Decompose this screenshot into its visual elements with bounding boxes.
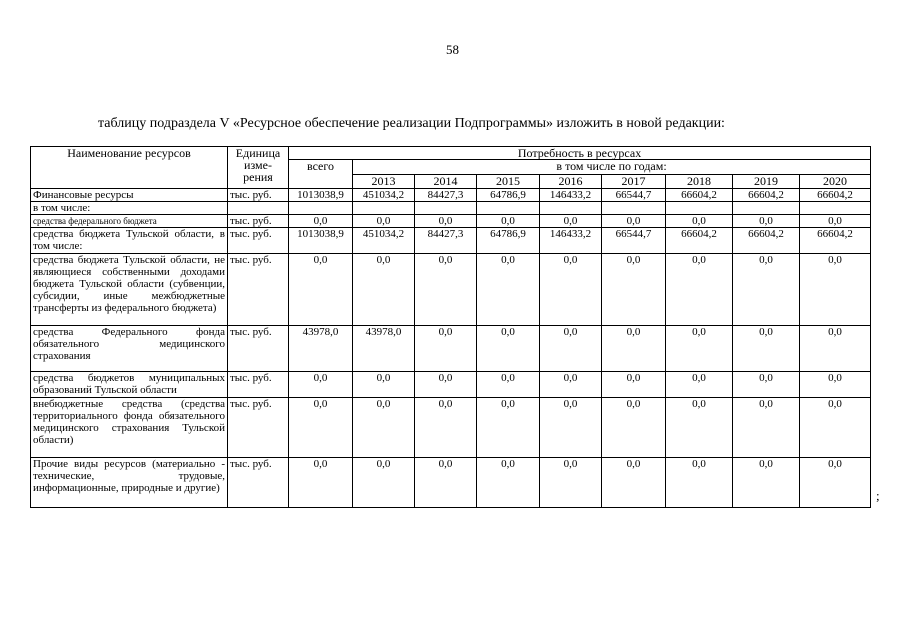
year-value-cell: 0,0	[602, 398, 666, 458]
total-value-cell: 1013038,9	[289, 228, 353, 254]
year-value-cell: 0,0	[602, 372, 666, 398]
year-value-cell: 0,0	[800, 398, 871, 458]
year-value-cell: 146433,2	[540, 228, 602, 254]
total-value-cell: 0,0	[289, 254, 353, 326]
year-value-cell: 0,0	[733, 372, 800, 398]
resource-name: Прочие виды ресурсов (материально - технические, трудовые, информационные, природные и другие)	[31, 458, 228, 508]
year-value-cell	[540, 202, 602, 215]
unit-cell: тыс. руб.	[228, 254, 289, 326]
year-value-cell: 0,0	[415, 326, 477, 372]
year-value-cell	[800, 202, 871, 215]
year-value-cell: 0,0	[800, 458, 871, 508]
header-year: 2019	[733, 175, 800, 189]
year-value-cell: 0,0	[540, 215, 602, 228]
year-value-cell: 84427,3	[415, 189, 477, 202]
resource-name: средства бюджетов муниципальных образований Тульской области	[31, 372, 228, 398]
year-value-cell: 66604,2	[666, 189, 733, 202]
header-total: всего	[289, 160, 353, 189]
year-value-cell: 0,0	[477, 254, 540, 326]
table-row	[31, 458, 871, 508]
resource-name: средства Федерального фонда обязательного медицинского страхования	[31, 326, 228, 372]
year-value-cell: 66544,7	[602, 228, 666, 254]
year-value-cell: 451034,2	[353, 228, 415, 254]
header-year: 2015	[477, 175, 540, 189]
year-value-cell: 0,0	[415, 458, 477, 508]
resource-name: средства федерального бюджета	[31, 215, 228, 228]
resource-name: внебюджетные средства (средства территориального фонда обязательного медицинского страхования Тульской области)	[31, 398, 228, 458]
year-value-cell: 0,0	[733, 326, 800, 372]
table-row	[31, 398, 871, 458]
year-value-cell: 0,0	[353, 398, 415, 458]
resource-name: средства бюджета Тульской области, в том числе:	[31, 228, 228, 254]
year-value-cell: 43978,0	[353, 326, 415, 372]
year-value-cell: 0,0	[540, 398, 602, 458]
header-year: 2016	[540, 175, 602, 189]
year-value-cell: 0,0	[477, 398, 540, 458]
resource-name: средства бюджета Тульской области, не являющиеся собственными доходами бюджета Тульской области (субвенции, субсидии, иные межбюджетные трансферты из федерального бюджета)	[31, 254, 228, 326]
year-value-cell: 84427,3	[415, 228, 477, 254]
year-value-cell: 0,0	[415, 398, 477, 458]
year-value-cell: 64786,9	[477, 228, 540, 254]
year-value-cell: 0,0	[666, 458, 733, 508]
header-need: Потребность в ресурсах	[289, 147, 871, 160]
header-name: Наименование ресурсов	[31, 147, 228, 189]
header-year: 2013	[353, 175, 415, 189]
unit-cell	[228, 202, 289, 215]
header-year: 2017	[602, 175, 666, 189]
resource-name: в том числе:	[31, 202, 228, 215]
year-value-cell: 0,0	[733, 254, 800, 326]
year-value-cell: 66604,2	[800, 228, 871, 254]
year-value-cell: 66604,2	[733, 189, 800, 202]
year-value-cell	[666, 202, 733, 215]
table-row	[31, 254, 871, 326]
year-value-cell: 0,0	[733, 398, 800, 458]
year-value-cell: 0,0	[540, 254, 602, 326]
year-value-cell: 0,0	[800, 326, 871, 372]
year-value-cell: 64786,9	[477, 189, 540, 202]
year-value-cell: 0,0	[540, 458, 602, 508]
unit-cell: тыс. руб.	[228, 326, 289, 372]
table-row	[31, 202, 871, 215]
year-value-cell: 66604,2	[733, 228, 800, 254]
year-value-cell: 0,0	[602, 254, 666, 326]
year-value-cell: 66544,7	[602, 189, 666, 202]
year-value-cell: 0,0	[800, 372, 871, 398]
header-year: 2020	[800, 175, 871, 189]
unit-cell: тыс. руб.	[228, 215, 289, 228]
year-value-cell: 66604,2	[800, 189, 871, 202]
unit-cell: тыс. руб.	[228, 228, 289, 254]
year-value-cell	[602, 202, 666, 215]
header-unit: Единица изме-рения	[228, 147, 289, 189]
total-value-cell: 0,0	[289, 398, 353, 458]
total-value-cell: 0,0	[289, 458, 353, 508]
year-value-cell: 0,0	[415, 254, 477, 326]
year-value-cell: 0,0	[602, 326, 666, 372]
header-by-years: в том числе по годам:	[353, 160, 871, 175]
year-value-cell: 0,0	[666, 215, 733, 228]
year-value-cell: 0,0	[733, 215, 800, 228]
resources-table	[30, 146, 871, 508]
year-value-cell: 0,0	[666, 372, 733, 398]
unit-cell: тыс. руб.	[228, 372, 289, 398]
year-value-cell: 0,0	[353, 215, 415, 228]
unit-cell: тыс. руб.	[228, 458, 289, 508]
year-value-cell: 66604,2	[666, 228, 733, 254]
total-value-cell: 43978,0	[289, 326, 353, 372]
year-value-cell: 0,0	[800, 215, 871, 228]
year-value-cell: 0,0	[477, 326, 540, 372]
header-year: 2014	[415, 175, 477, 189]
year-value-cell: 0,0	[353, 372, 415, 398]
year-value-cell: 0,0	[477, 372, 540, 398]
year-value-cell: 451034,2	[353, 189, 415, 202]
year-value-cell: 0,0	[415, 215, 477, 228]
year-value-cell: 0,0	[540, 372, 602, 398]
year-value-cell: 0,0	[353, 458, 415, 508]
year-value-cell: 0,0	[602, 215, 666, 228]
year-value-cell	[477, 202, 540, 215]
total-value-cell: 0,0	[289, 372, 353, 398]
total-value-cell: 1013038,9	[289, 189, 353, 202]
year-value-cell: 0,0	[800, 254, 871, 326]
table-row	[31, 228, 871, 254]
year-value-cell: 0,0	[666, 398, 733, 458]
year-value-cell: 0,0	[602, 458, 666, 508]
intro-text: таблицу подраздела V «Ресурсное обеспечение реализации Подпрограммы» изложить в новой редакции:	[98, 116, 725, 131]
table-row	[31, 215, 871, 228]
year-value-cell	[733, 202, 800, 215]
year-value-cell: 0,0	[415, 372, 477, 398]
resource-name: Финансовые ресурсы	[31, 189, 228, 202]
header-year: 2018	[666, 175, 733, 189]
year-value-cell: 0,0	[666, 326, 733, 372]
year-value-cell: 0,0	[540, 326, 602, 372]
year-value-cell: 146433,2	[540, 189, 602, 202]
year-value-cell: 0,0	[353, 254, 415, 326]
table-row	[31, 372, 871, 398]
year-value-cell: 0,0	[477, 458, 540, 508]
unit-cell: тыс. руб.	[228, 398, 289, 458]
year-value-cell	[415, 202, 477, 215]
year-value-cell: 0,0	[733, 458, 800, 508]
total-value-cell: 0,0	[289, 215, 353, 228]
year-value-cell: 0,0	[666, 254, 733, 326]
total-value-cell	[289, 202, 353, 215]
page-number: 58	[446, 42, 459, 57]
year-value-cell	[353, 202, 415, 215]
table-row	[31, 326, 871, 372]
trailing-semicolon: ;	[876, 488, 880, 503]
unit-cell: тыс. руб.	[228, 189, 289, 202]
year-value-cell: 0,0	[477, 215, 540, 228]
table-row	[31, 189, 871, 202]
